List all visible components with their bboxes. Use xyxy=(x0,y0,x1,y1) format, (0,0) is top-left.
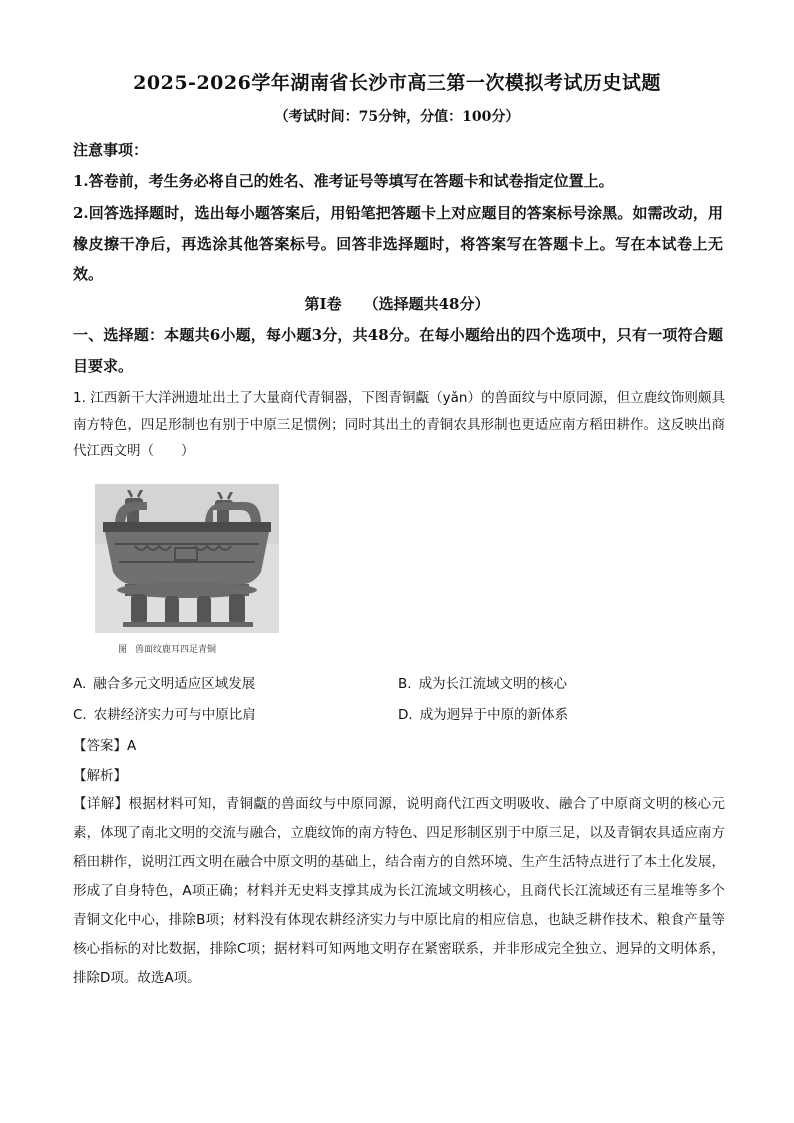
exam-subtitle: （考试时间：75分钟，分值：100分） xyxy=(274,109,520,125)
option-text: 成为迥异于中原的新体系 xyxy=(419,707,569,723)
figure-caption-text: 兽面纹鹿耳四足青铜 xyxy=(135,645,217,655)
figure-caption xyxy=(118,642,216,655)
notes-item-1: 1.答卷前，考生务必将自己的姓名、准考证号等填写在答题卡和试卷指定位置上。 xyxy=(73,172,614,190)
answer-line xyxy=(73,734,136,754)
option-key: D. xyxy=(398,707,413,723)
section-name: 第Ⅰ卷 xyxy=(304,295,342,313)
option-text: 农耕经济实力可与中原比肩 xyxy=(93,707,256,723)
answer-value: A xyxy=(127,738,137,754)
option-a[interactable] xyxy=(73,672,255,692)
option-b[interactable] xyxy=(398,672,567,692)
answer-label: 【答案】 xyxy=(73,738,127,754)
option-key: A. xyxy=(73,676,87,692)
question-stem: 1. 江西新干大洋洲遗址出土了大量商代青铜器，下图青铜甗（yǎn）的兽面纹与中原同源，但立鹿纹饰则颇具南方特色，四足形制也有别于中原三足惯例；同时其出土的青铜农具形制也更适应南方稻田耕作。这反映出商代江西文明（ ） xyxy=(73,390,725,459)
analysis-detail: 【详解】根据材料可知，青铜甗的兽面纹与中原同源，说明商代江西文明吸收、融合了中原商文明的核心元素，体现了南北文明的交流与融合，立鹿纹饰的南方特色、四足形制区别于中原三足，以及青铜农具适应南方稻田耕作，说明江西文明在融合中原文明的基础上，结合南方的自然环境、生产生活特点进行了本土化发展，形成了自身特色，A项正确；材料并无史料支撑其成为长江流域文明核心，且商代长江流域还有三星堆等多个青铜文化中心，排除B项；材料没有体现农耕经济实力与中原比肩的相应信息，也缺乏耕作技术、粮食产量等核心指标的对比数据，排除C项；据材料可知两地文明存在紧密联系，并非形成完全独立、迥异的文明体系，排除D项。故选A项。 xyxy=(73,796,725,986)
option-text: 成为长江流域文明的核心 xyxy=(418,676,568,692)
bronze-vessel-photo xyxy=(95,484,279,633)
section-heading xyxy=(0,293,794,314)
option-key: B. xyxy=(398,676,412,692)
analysis-label: 【解析】 xyxy=(73,768,127,784)
figure-caption-label: 图 xyxy=(118,645,128,655)
option-c[interactable] xyxy=(73,703,256,723)
option-d[interactable] xyxy=(398,703,568,723)
section-instruction: 一、选择题：本题共6小题，每小题3分，共48分。在每小题给出的四个选项中，只有一项符合题目要求。 xyxy=(73,326,723,375)
section-desc: （选择题共48分） xyxy=(363,295,490,313)
notes-item-2: 2.回答选择题时，选出每小题答案后，用铅笔把答题卡上对应题目的答案标号涂黑。如需改动，用橡皮擦干净后，再选涂其他答案标号。回答非选择题时，将答案写在答题卡上。写在本试卷上无效。 xyxy=(73,204,723,283)
option-key: C. xyxy=(73,707,87,723)
exam-title: 2025-2026学年湖南省长沙市高三第一次模拟考试历史试题 xyxy=(133,72,661,94)
notes-heading: 注意事项： xyxy=(73,141,149,159)
option-text: 融合多元文明适应区域发展 xyxy=(93,676,256,692)
